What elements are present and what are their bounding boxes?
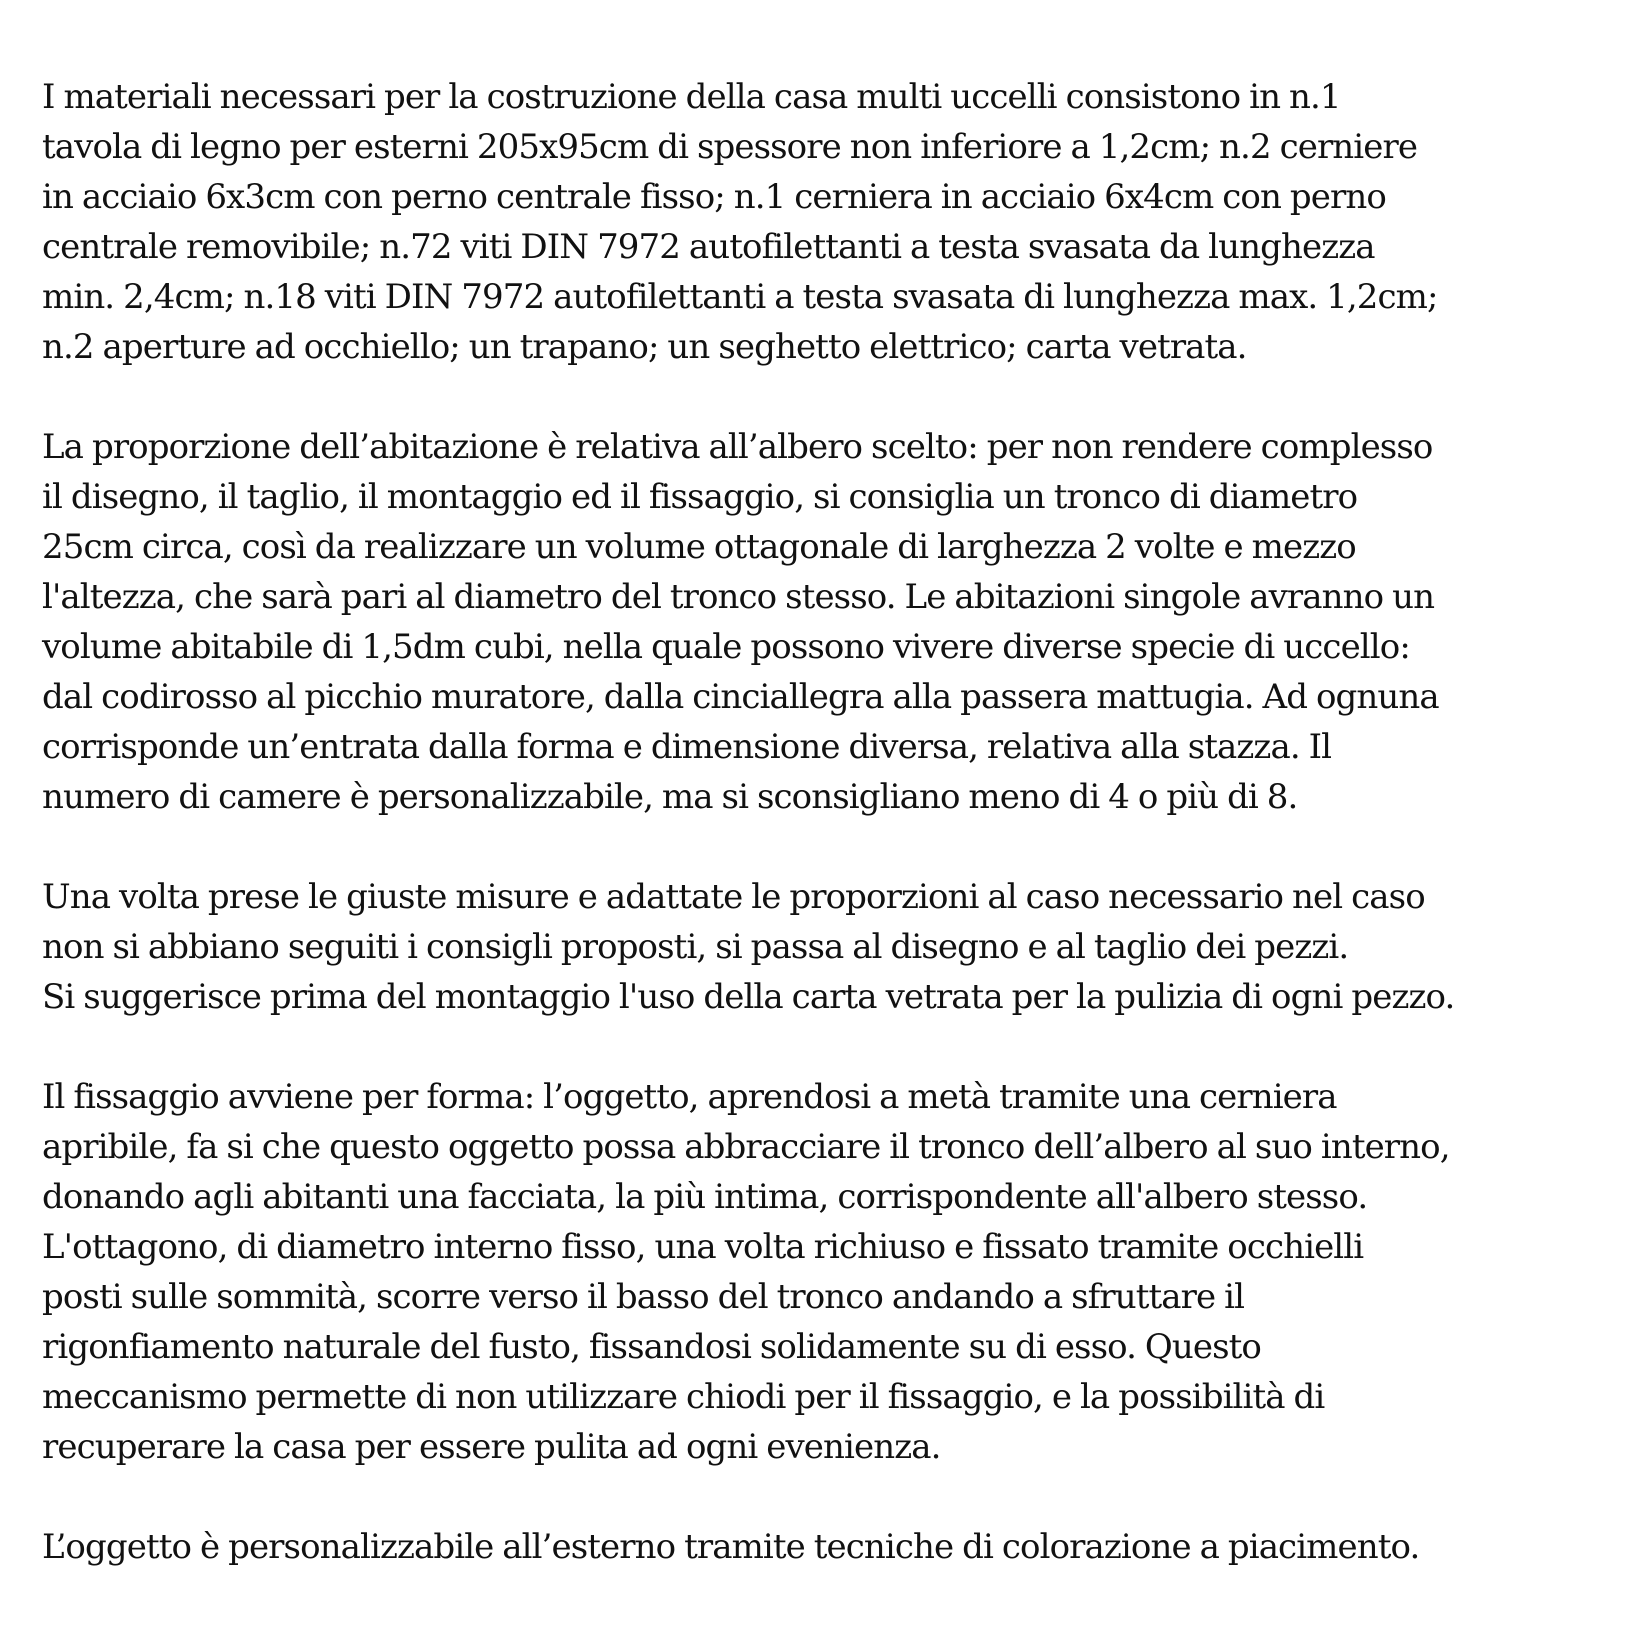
text-line: L’oggetto è personalizzabile all’esterno tramite tecniche di colorazione a piacimento.: [42, 1527, 1420, 1567]
paragraph-cutting: [42, 872, 1612, 1022]
text-line: il disegno, il taglio, il montaggio ed il fissaggio, si consiglia un tronco di diametro: [42, 477, 1358, 517]
text-line: dal codirosso al picchio muratore, dalla cinciallegra alla passera mattugia. Ad ognuna: [42, 677, 1439, 717]
paragraph-materials: [42, 72, 1612, 372]
text-line: Il fissaggio avviene per forma: l’oggetto, aprendosi a metà tramite una cerniera: [42, 1077, 1337, 1117]
document-body: [42, 72, 1612, 1572]
text-line: recuperare la casa per essere pulita ad ogni evenienza.: [42, 1427, 941, 1467]
text-line: n.2 aperture ad occhiello; un trapano; un seghetto elettrico; carta vetrata.: [42, 327, 1247, 367]
paragraph-customization: [42, 1522, 1612, 1572]
text-line: Si suggerisce prima del montaggio l'uso della carta vetrata per la pulizia di ogni pezzo.: [42, 977, 1455, 1017]
text-line: l'altezza, che sarà pari al diametro del tronco stesso. Le abitazioni singole avranno un: [42, 577, 1435, 617]
paragraph-proportions: [42, 422, 1612, 822]
text-line: apribile, fa si che questo oggetto possa abbracciare il tronco dell’albero al suo interno,: [42, 1127, 1450, 1167]
text-line: in acciaio 6x3cm con perno centrale fisso; n.1 cerniera in acciaio 6x4cm con perno: [42, 177, 1386, 217]
text-line: Una volta prese le giuste misure e adattate le proporzioni al caso necessario nel caso: [42, 877, 1425, 917]
text-line: posti sulle sommità, scorre verso il basso del tronco andando a sfruttare il: [42, 1277, 1245, 1317]
text-line: La proporzione dell’abitazione è relativa all’albero scelto: per non rendere complesso: [42, 427, 1433, 467]
text-line: tavola di legno per esterni 205x95cm di spessore non inferiore a 1,2cm; n.2 cerniere: [42, 127, 1418, 167]
text-line: donando agli abitanti una facciata, la più intima, corrispondente all'albero stesso.: [42, 1177, 1368, 1217]
text-line: volume abitabile di 1,5dm cubi, nella quale possono vivere diverse specie di uccello:: [42, 627, 1410, 667]
text-line: numero di camere è personalizzabile, ma si sconsigliano meno di 4 o più di 8.: [42, 777, 1298, 817]
text-line: corrisponde un’entrata dalla forma e dimensione diversa, relativa alla stazza. Il: [42, 727, 1332, 767]
paragraph-fixing: [42, 1072, 1612, 1472]
text-line: rigonfiamento naturale del fusto, fissandosi solidamente su di esso. Questo: [42, 1327, 1262, 1367]
text-line: meccanismo permette di non utilizzare chiodi per il fissaggio, e la possibilità di: [42, 1377, 1325, 1417]
text-line: 25cm circa, così da realizzare un volume ottagonale di larghezza 2 volte e mezzo: [42, 527, 1356, 567]
text-line: L'ottagono, di diametro interno fisso, una volta richiuso e fissato tramite occhielli: [42, 1227, 1364, 1267]
text-line: I materiali necessari per la costruzione della casa multi uccelli consistono in n.1: [42, 77, 1341, 117]
text-line: centrale removibile; n.72 viti DIN 7972 autofilettanti a testa svasata da lunghezza: [42, 227, 1375, 267]
text-line: min. 2,4cm; n.18 viti DIN 7972 autofilettanti a testa svasata di lunghezza max. 1,2cm;: [42, 277, 1438, 317]
text-line: non si abbiano seguiti i consigli proposti, si passa al disegno e al taglio dei pezzi.: [42, 927, 1349, 967]
